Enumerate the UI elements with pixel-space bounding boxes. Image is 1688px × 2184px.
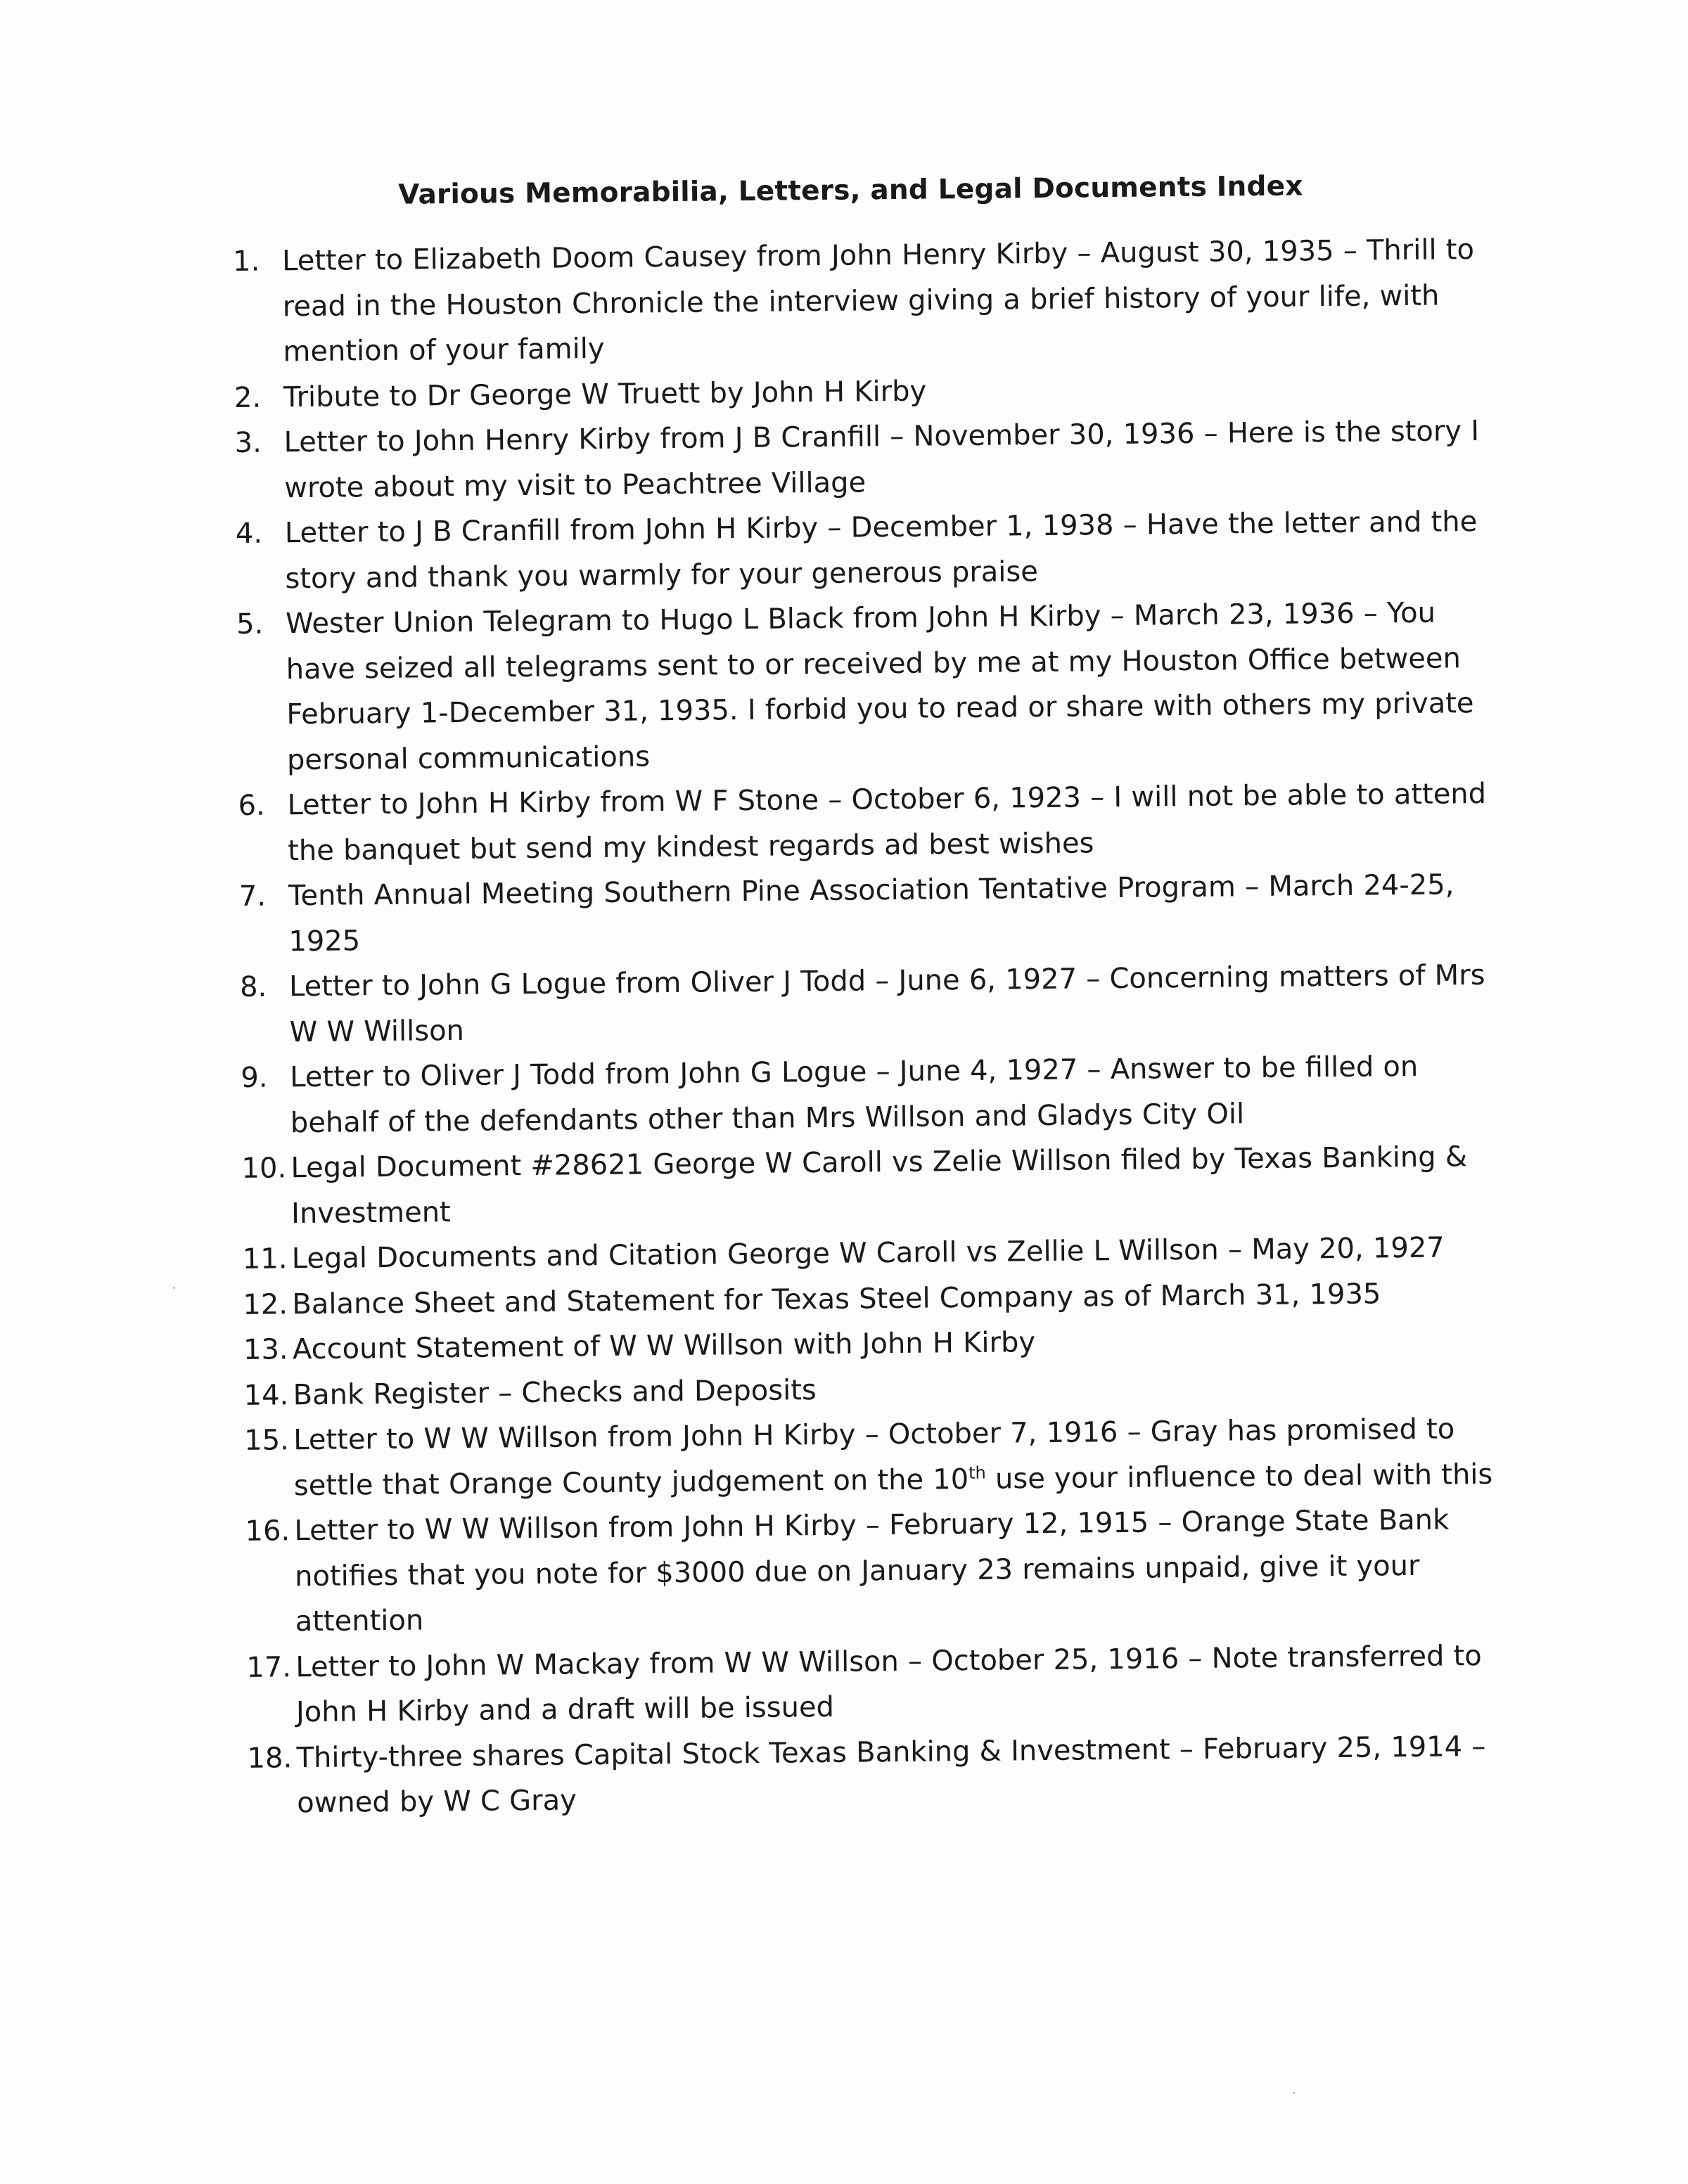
- item-text: Thirty-three shares Capital Stock Texas Banking & Investment – February 25, 1914 – owned by W C Gray: [296, 1730, 1486, 1820]
- list-item: [234, 409, 1501, 511]
- list-item: [239, 862, 1506, 965]
- item-number: 11.: [242, 1242, 288, 1276]
- list-item: [240, 953, 1507, 1055]
- item-text: [293, 1406, 1511, 1509]
- item-number: 13.: [243, 1333, 288, 1366]
- list-item: [244, 1406, 1511, 1509]
- item-number: 9.: [241, 1061, 268, 1094]
- index-list: [233, 227, 1514, 1827]
- list-item: [246, 1633, 1513, 1735]
- item-text: Legal Documents and Citation George W Caroll vs Zellie L Willson – May 20, 1927: [291, 1231, 1445, 1276]
- list-item: [241, 1043, 1507, 1146]
- item-text: Letter to John G Logue from Oliver J Todd – June 6, 1927 – Concerning matters of Mrs W W Willson: [288, 958, 1485, 1048]
- item-number: 15.: [244, 1424, 290, 1457]
- ordinal-suffix: th: [968, 1462, 986, 1483]
- item-number: 4.: [235, 517, 263, 550]
- item-number: 10.: [241, 1152, 287, 1185]
- item-text: Wester Union Telegram to Hugo L Black from John H Kirby – March 23, 1936 – You have seized all telegrams sent to or received by me at my Houston Office between February 1-December 31, 1935. I forbid you to read or share with others my private personal communications: [285, 596, 1474, 776]
- item-text: Letter to Oliver J Todd from John G Logue – June 4, 1927 – Answer to be filled on behalf of the defendants other than Mrs Willson and Gladys City Oil: [290, 1050, 1419, 1139]
- item-number: 16.: [245, 1515, 290, 1548]
- item-text: Legal Document #28621 George W Caroll vs Zelie Willson filed by Texas Banking & Investment: [290, 1141, 1468, 1230]
- document-title: Various Memorabilia, Letters, and Legal Documents Index: [398, 170, 1303, 211]
- document-content: [232, 164, 1514, 1827]
- item-text: Tenth Annual Meeting Southern Pine Association Tentative Program – March 24-25, 1925: [288, 868, 1454, 958]
- item-number: 2.: [234, 381, 262, 414]
- list-item: [236, 499, 1502, 602]
- scan-speck: [173, 1287, 175, 1289]
- list-item: [245, 1497, 1512, 1645]
- scan-speck: [1293, 2092, 1295, 2094]
- list-item: [247, 1723, 1514, 1826]
- item-text: Letter to John H Kirby from W F Stone – October 6, 1923 – I will not be able to attend the banquet but send my kindest regards ad best wishes: [287, 777, 1487, 867]
- list-item: [236, 590, 1504, 783]
- item-text: Letter to J B Cranfill from John H Kirby – December 1, 1938 – Have the letter and the story and thank you warmly for your generous praise: [284, 506, 1478, 595]
- item-number: 5.: [236, 608, 264, 641]
- list-item: [241, 1134, 1508, 1237]
- item-number: 17.: [246, 1650, 292, 1684]
- item-text: Balance Sheet and Statement for Texas Steel Company as of March 31, 1935: [292, 1277, 1381, 1321]
- item-text: Letter to John Henry Kirby from J B Cranfill – November 30, 1936 – Here is the story I wrote about my visit to Peachtree Village: [283, 414, 1480, 504]
- item-text-part: use your influence to deal with this: [985, 1458, 1493, 1496]
- item-number: 12.: [243, 1287, 288, 1321]
- item-number: 7.: [238, 880, 267, 913]
- item-text: Letter to Elizabeth Doom Causey from John Henry Kirby – August 30, 1935 – Thrill to read in the Houston Chronicle the interview giving a brief history of your life, with mention of your family: [281, 233, 1475, 368]
- item-text: Tribute to Dr George W Truett by John H Kirby: [283, 375, 927, 413]
- item-number: 6.: [238, 789, 265, 822]
- item-text: Letter to John W Mackay from W W Willson – October 25, 1916 – Note transferred to John H Kirby and a draft will be issued: [295, 1639, 1482, 1729]
- item-number: 18.: [247, 1741, 293, 1775]
- item-number: 14.: [243, 1378, 289, 1412]
- item-text: Letter to W W Willson from John H Kirby – February 12, 1915 – Orange State Bank notifies that you note for $3000 due on January 23 remains unpaid, give it your attention: [294, 1503, 1450, 1638]
- item-text: Bank Register – Checks and Deposits: [293, 1373, 817, 1411]
- list-item: [238, 771, 1504, 874]
- item-text: Account Statement of W W Willson with John H Kirby: [292, 1326, 1036, 1366]
- item-text-part: Letter to W W Willson from John H Kirby – October 7, 1916 – Gray has promised to settle that Orange County judgement on the 10: [293, 1413, 1455, 1502]
- list-item: [233, 227, 1500, 375]
- item-number: 3.: [234, 426, 262, 459]
- item-number: 1.: [232, 245, 260, 278]
- item-number: 8.: [239, 970, 267, 1003]
